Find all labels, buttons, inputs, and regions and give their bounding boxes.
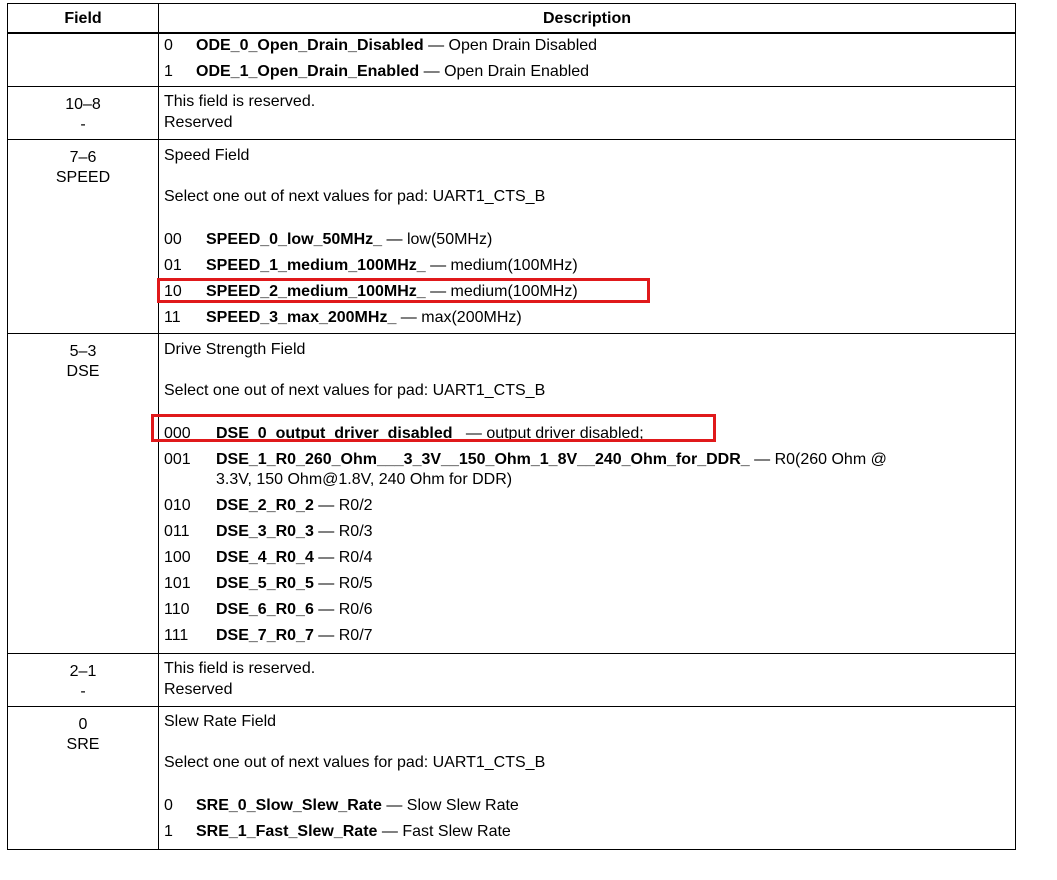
table-row-speed <box>7 140 1016 334</box>
option-desc: — R0/2 <box>313 497 373 514</box>
option-dse-011 <box>164 522 373 542</box>
option-desc: — medium(100MHz) <box>425 257 578 274</box>
option-name: SPEED_3_max_200MHz_ <box>206 309 397 326</box>
option-speed-00 <box>164 230 492 250</box>
field-name: SPEED <box>55 169 111 186</box>
option-value: 0 <box>164 797 173 814</box>
field-cell <box>8 140 159 333</box>
option-desc: — Fast Slew Rate <box>377 823 511 840</box>
option-desc: — Open Drain Enabled <box>419 63 590 80</box>
option-desc: — max(200MHz) <box>396 309 522 326</box>
table-header <box>7 3 1016 34</box>
table-row-sre <box>7 707 1016 850</box>
option-desc: — Slow Slew Rate <box>381 797 519 814</box>
option-dse-100 <box>164 548 373 568</box>
option-value: 1 <box>164 823 173 840</box>
highlight-box-speed <box>157 278 650 303</box>
option-value: 110 <box>164 601 190 618</box>
option-value: 000 <box>164 425 191 442</box>
field-name: SRE <box>66 736 100 753</box>
field-cell <box>8 654 159 706</box>
field-title: Drive Strength Field <box>164 341 306 358</box>
option-name: DSE_7_R0_7 <box>216 627 314 644</box>
field-bits: 2–1 <box>69 663 97 680</box>
option-desc: — R0/4 <box>313 549 373 566</box>
option-desc: — output driver disabled; <box>461 425 644 442</box>
option-dse-110 <box>164 600 373 620</box>
option-name: DSE_0_output_driver_disabled_ <box>216 425 462 442</box>
field-cell <box>8 334 159 653</box>
table-row-dse <box>7 334 1016 654</box>
option-sre-0 <box>164 796 519 816</box>
field-title: Speed Field <box>164 147 250 164</box>
option-speed-11 <box>164 308 522 328</box>
option-value: 1 <box>164 63 173 80</box>
option-name: SPEED_2_medium_100MHz_ <box>206 283 426 300</box>
select-instruction: Select one out of next values for pad: UART1_CTS_B <box>164 382 546 399</box>
option-sre-1 <box>164 822 511 842</box>
field-cell <box>8 34 159 86</box>
field-name: - <box>80 683 86 700</box>
table-row-reserved-10-8 <box>7 87 1016 140</box>
option-value: 100 <box>164 549 191 566</box>
option-name: ODE_0_Open_Drain_Disabled <box>196 37 424 54</box>
option-desc: — low(50MHz) <box>382 231 493 248</box>
option-desc-continued: 3.3V, 150 Ohm@1.8V, 240 Ohm for DDR) <box>216 471 513 488</box>
reserved-text: This field is reserved. <box>164 660 316 677</box>
option-name: DSE_6_R0_6 <box>216 601 314 618</box>
option-value: 01 <box>164 257 182 274</box>
option-name: DSE_3_R0_3 <box>216 523 314 540</box>
reserved-label: Reserved <box>164 114 233 131</box>
option-dse-111 <box>164 626 373 646</box>
option-name: SPEED_1_medium_100MHz_ <box>206 257 426 274</box>
option-ode-0 <box>164 36 597 56</box>
field-cell <box>8 707 159 849</box>
option-value: 10 <box>164 283 182 300</box>
header-description: Description <box>542 10 631 27</box>
field-title: Slew Rate Field <box>164 713 277 730</box>
table-row-ode <box>7 34 1016 87</box>
highlight-box-dse <box>151 414 716 442</box>
option-value: 101 <box>164 575 191 592</box>
option-value: 011 <box>164 523 190 540</box>
option-name: DSE_2_R0_2 <box>216 497 314 514</box>
option-value: 010 <box>164 497 191 514</box>
field-name: DSE <box>66 363 100 380</box>
option-name: SRE_1_Fast_Slew_Rate <box>196 823 378 840</box>
option-desc: — R0(260 Ohm @ <box>749 451 887 468</box>
option-value: 111 <box>164 627 189 644</box>
option-speed-01 <box>164 256 578 276</box>
option-desc: — R0/6 <box>313 601 373 618</box>
field-bits: 0 <box>78 716 88 733</box>
table-row-reserved-2-1 <box>7 654 1016 707</box>
option-value: 00 <box>164 231 182 248</box>
option-value: 11 <box>164 309 181 326</box>
option-dse-001 <box>164 450 887 470</box>
option-desc: — R0/3 <box>313 523 373 540</box>
option-desc: — R0/7 <box>313 627 373 644</box>
field-bits: 5–3 <box>69 343 97 360</box>
option-name: SPEED_0_low_50MHz_ <box>206 231 383 248</box>
option-name: ODE_1_Open_Drain_Enabled <box>196 63 420 80</box>
reserved-text: This field is reserved. <box>164 93 316 110</box>
option-value: 0 <box>164 37 173 54</box>
option-dse-101 <box>164 574 373 594</box>
option-name: DSE_1_R0_260_Ohm___3_3V__150_Ohm_1_8V__240_Ohm_for_DDR_ <box>216 451 750 468</box>
field-cell <box>8 87 159 139</box>
header-field: Field <box>8 4 159 33</box>
select-instruction: Select one out of next values for pad: UART1_CTS_B <box>164 188 546 205</box>
option-desc: — R0/5 <box>313 575 373 592</box>
field-name: - <box>80 116 86 133</box>
field-bits: 7–6 <box>69 149 97 166</box>
option-name: DSE_4_R0_4 <box>216 549 314 566</box>
option-name: SRE_0_Slow_Slew_Rate <box>196 797 382 814</box>
option-dse-010 <box>164 496 373 516</box>
option-desc: — medium(100MHz) <box>425 283 578 300</box>
reserved-label: Reserved <box>164 681 233 698</box>
option-desc: — Open Drain Disabled <box>423 37 598 54</box>
field-bits: 10–8 <box>65 96 101 113</box>
option-ode-1 <box>164 62 589 82</box>
option-value: 001 <box>164 451 191 468</box>
select-instruction: Select one out of next values for pad: UART1_CTS_B <box>164 754 546 771</box>
option-name: DSE_5_R0_5 <box>216 575 314 592</box>
